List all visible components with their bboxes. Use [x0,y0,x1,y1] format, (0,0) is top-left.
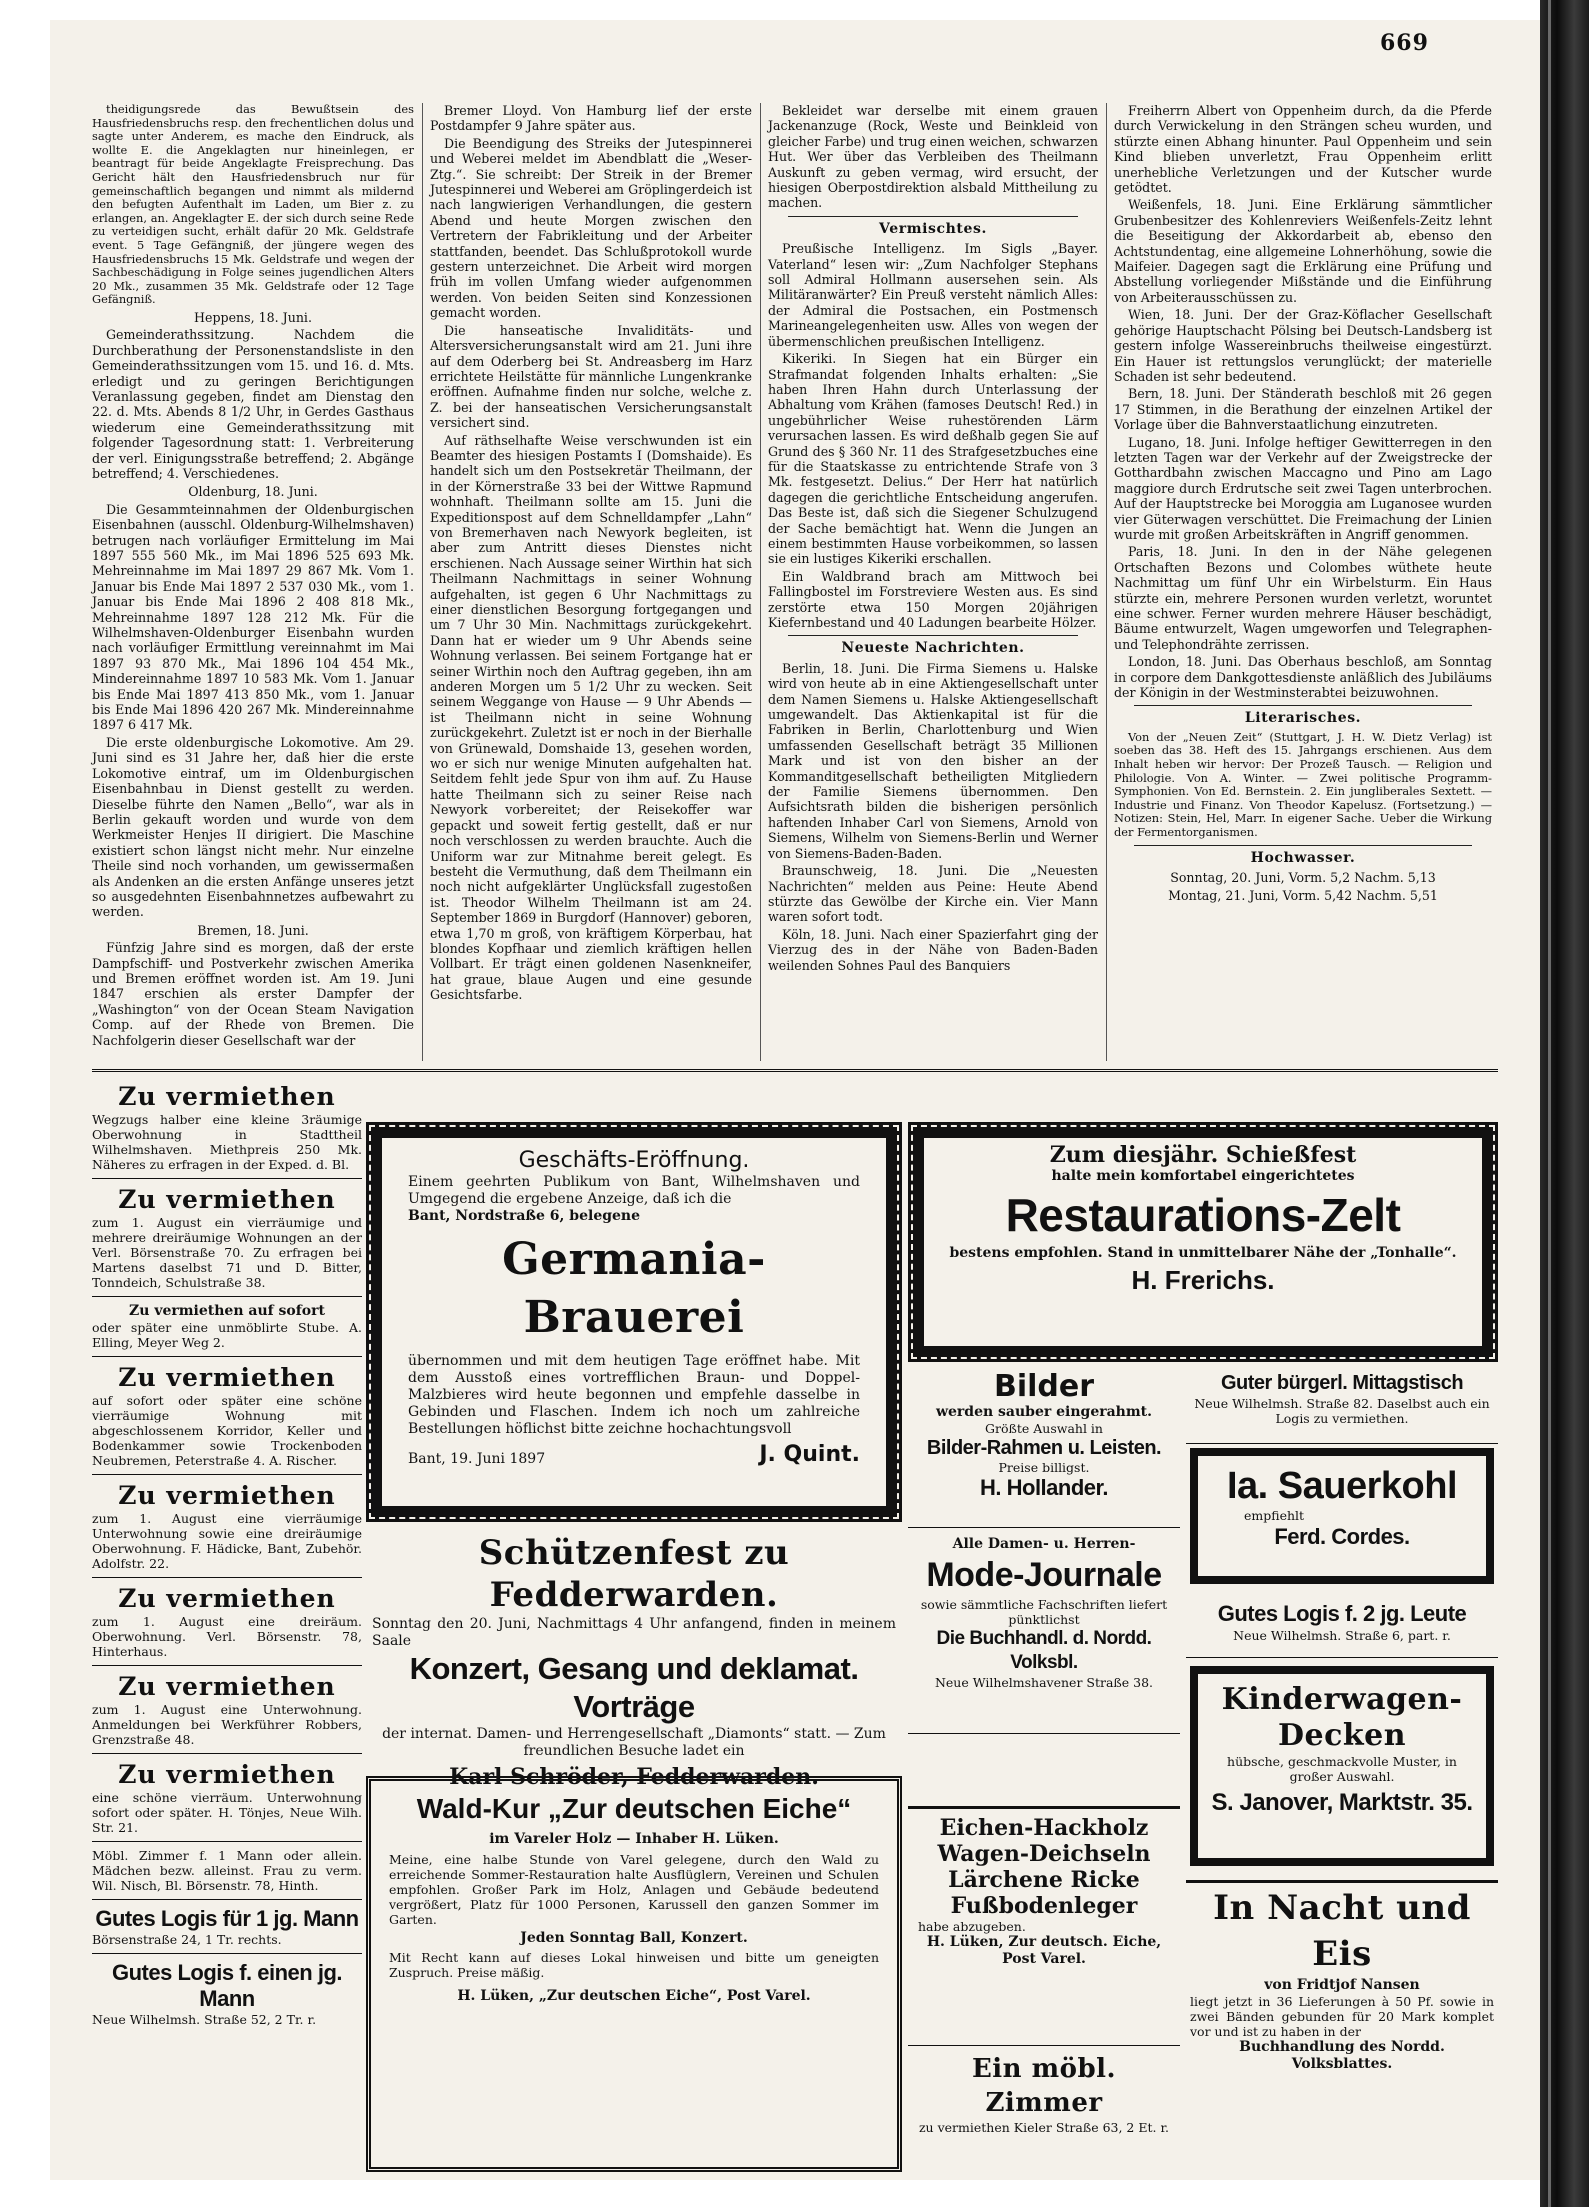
ad-title: Zu vermiethen [118,1082,336,1111]
ad-logis [1186,1598,1498,1658]
ad-title: Zu vermiethen [118,1584,336,1613]
classified-ad [92,1183,362,1292]
section-heading: Literarisches. [1244,710,1362,727]
article-text: theidigungsrede das Bewußtsein des Hausfriedensbruchs resp. den frechentlichen dolus und sagte unter Anderem, es mache den Eindruck, als wollte E. die Angeklagten nur hineinlegen, er beantragt für beide Angeklagte Freisprechung. Das Gericht hält den Hausfriedensbruch nur für gemeinschaftlich begangen und nimmt als mildernd den befugten Aufenthalt im Laden, um Bier z. zu erlangen, an. Angeklagter E. der sich durch seine Rede zu verteidigen sucht, erhält dafür 20 Mk. Geldstrafe event. 5 Tage Gefängniß, der jüngere wegen des Hausfriedensbruchs 15 Mk. Geldstrafe und wegen der Sachbeschädigung in Folge seines jugendlichen Alters 20 Mk., zusammen 35 Mk. Geldstrafe oder 12 Tage Gefängniß. [92,102,415,307]
ad-text: zum 1. August ein vierräumige und mehrere dreiräumige Wohnungen an der Verl. Börsenstraße 70. Zu erfragen bei Martens daselbst 71 und D. Bitter, Tonndeich, Schulstraße 38. [92,1215,362,1290]
ad-highlight: Jeden Sonntag Ball, Konzert. [520,1930,748,1946]
column-divider [1106,103,1107,1061]
ad-text: der internat. Damen- und Herrengesellschaft „Diamonts“ statt. — Zum freundlichen Besuche ladet ein [382,1726,886,1759]
ad-big-text: Kinderwagen- [1221,1682,1463,1717]
ad-brand-name: Germania-Brauerei [502,1234,766,1343]
ad-heading: Gutes Logis f. 2 jg. Leute [1217,1601,1467,1626]
ad-title: Zu vermiethen [118,1185,336,1214]
ad-text: von Fridtjof Nansen [1264,1977,1420,1993]
article-text: Paris, 18. Juni. In den in der Nähe gelegenen Ortschaften Bezons und Colombes wüthete heute Nachmittag um fünf Uhr ein Wirbelsturm. Ein Haus stürzte ein, mehrere Personen wurden verletzt, woruntet eine schwer. Ferner wurden mehrere Häuser beschädigt, Bäume entwurzelt, Wagen umgeworfen und Telegraphen- und Telephondrähte zerrissen. [1114,544,1492,652]
ad-big-text: Ein möbl. Zimmer [971,2054,1117,2118]
ad-title: Zu vermiethen [118,1363,336,1392]
ad-signature: S. Janover, Marktstr. 35. [1211,1789,1473,1816]
section-rule [1134,845,1472,846]
ad-text: zu vermiethen Kieler Straße 63, 2 Et. r. [918,2120,1170,2135]
ads-separator [92,1069,1498,1072]
ad-signature: Karl Schröder, Fedderwarden. [449,1764,819,1790]
classified-ad [92,1080,362,1174]
section-heading: Hochwasser. [1250,849,1356,866]
column-2 [430,103,752,1061]
ad-text: übernommen und mit dem heutigen Tage eröffnet habe. Mit dem Ausstoß eines vortrefflichen Braun- und Doppel-Malzbieres wird heute begonnen und empfehle dasselbe in Gebinden und Flaschen. Indem ich noch um zahlreiche Bestellungen höflichst bitte zeichne hochachtungsvoll [408,1353,860,1437]
ad-title: Gutes Logis für 1 jg. Mann [95,1906,359,1931]
ad-text: Neue Wilhelmshavener Straße 38. [934,1675,1154,1690]
ad-text: Die Buchhandl. d. Nordd. Volksbl. [936,1628,1152,1673]
ad-text: Neue Wilhelmsh. Straße 6, part. r. [1233,1628,1451,1643]
ad-text: Mit Recht kann auf dieses Lokal hinweisen und bitte um geneigten Zuspruch. Preise mäßig. [389,1950,879,1980]
ad-text: Neue Wilhelmsh. Straße 52, 2 Tr. r. [92,2012,317,2027]
ad-text: eine schöne vierräum. Unterwohnung sofort oder später. H. Tönjes, Neue Wilh. Str. 21. [92,1790,362,1835]
section-rule [788,635,1078,636]
ad-title: Zu vermiethen [118,1481,336,1510]
article-text: Lugano, 18. Juni. Infolge heftiger Gewitterregen in den letzten Tagen war der Verkehr auf der Zweigstrecke der Gotthardbahn zwischen Maccagno und Pino am Lago maggiore durch Erdrutsche seit zwei Tagen unterbrochen. Auf der Hauptstrecke bei Moroggia am Luganosee wurden vier Güterwagen verschüttet. Die Freimachung der Linien wurde mit großen Arbeitskräften in Angriff genommen. [1114,434,1492,542]
section-heading: Vermischtes. [879,220,987,237]
ad-moebl-zimmer [908,2050,1180,2135]
tide-line: Sonntag, 20. Juni, Vorm. 5,2 Nachm. 5,13 [1170,870,1436,885]
ad-address: Bant, Nordstraße 6, belegene [408,1208,641,1224]
ad-text: werden sauber eingerahmt. [935,1404,1153,1420]
ad-kinderwagen-decken [1190,1666,1494,1866]
ad-text: halte mein komfortabel eingerichtetes [1051,1168,1355,1184]
section-heading: Neueste Nachrichten. [841,640,1025,657]
article-text: Freiherrn Albert von Oppenheim durch, da die Pferde durch Verwickelung in den Strängen scheu wurden, und stürzte einen Abhang hinunter. Paul Oppenheim und sein Kind blieben unverletzt, Frau Oppenheim erlitt unerhebliche Verletzungen und der Kutscher wurde getödtet. [1114,103,1492,196]
article-text: Von der „Neuen Zeit“ (Stuttgart, J. H. W. Dietz Verlag) ist soeben das 38. Heft des 15. Jahrgangs erschienen. Aus dem Inhalt heben wir hervor: Der Prozeß Tausch. — Religion und Philologie. Von A. Winter. — Zwei politische Programm-Symphonien. Von Ed. Bernstein. 2. Ein jungliberales Sextett. — Industrie und Finanz. Von Theodor Kapelusz. (Fortsetzung.) — Notizen: Stein, Hel, Marr. In eigener Sache. Ueber die Wirkung der Fermentorganismen. [1114,729,1492,839]
ad-signature: H. Hollander. [980,1475,1108,1500]
ad-title: Zu vermiethen [118,1760,336,1789]
ad-text: hübsche, geschmackvolle Muster, in großer Auswahl. [1227,1754,1457,1784]
ad-text: Fußbodenleger [950,1893,1138,1919]
ad-big-text: Decken [1277,1718,1407,1753]
ad-text: zum 1. August eine dreiräum. Oberwohnung. Verl. Börsenstr. 78, Hinterhaus. [92,1614,362,1659]
ad-text: zum 1. August eine Unterwohnung. Anmeldungen bei Werkführer Robbers, Grenzstraße 48. [92,1702,362,1747]
article-text: Kikeriki. In Siegen hat ein Bürger ein Strafmandat folgenden Inhalts erhalten: „Sie haben Ihren Hahn durch Unterlassung der Abhaltung vom Krähen (famoses Deutsch! Red.) in ungebührlicher Weise ruhestörenden Lärm verursachen lassen. Es wird deßhalb gegen Sie auf Grund des § 360 Nr. 11 des Strafgesetzbuches eine für die Staatskasse zu entrichtende Strafe von 3 Mk. festgesetzt. Delius.“ Der Herr hat natürlich dagegen die gerichtliche Entscheidung angerufen. Das Beste ist, daß sich die Siegener Schulzugend der Sache bemächtigt hat. Wenn die Jungen an einem bestimmten Hause vorbeikommen, so lassen sie ein lustiges Kikeriki erschallen. [768,351,1098,567]
article-text: Fünfzig Jahre sind es morgen, daß der erste Dampfschiff- und Postverkehr zwischen Amerika und Bremen eröffnet worden ist. Am 19. Juni 1847 erschien als erster Dampfer der „Washington“ von der Ocean Steam Navigation Comp. auf der Rhede von Bremen. Die Nachfolgerin dieser Gesellschaft war der [92,940,414,1048]
ad-text: Eichen-Hackholz [939,1815,1149,1841]
classified-ad [92,1670,362,1749]
ad-big-text: Konzert, Gesang und deklamat. Vorträge [409,1651,859,1724]
article-text: Bern, 18. Juni. Der Ständerath beschloß mit 26 gegen 17 Stimmen, in die Berathung der einzelnen Artikel der Vorlage über die Bahnverstaatlichung einzutreten. [1114,386,1492,433]
ad-text: Einem geehrten Publikum von Bant, Wilhelmshaven und Umgegend die ergebene Anzeige, daß ich die [408,1174,860,1207]
section-rule [1134,705,1472,706]
dateline: Oldenburg, 18. Juni. [188,484,318,500]
ad-restaurations-zelt [908,1122,1498,1362]
ad-nansen [1186,1880,1498,2140]
column-4 [1114,103,1492,1061]
article-text: Die Beendigung des Streiks der Jutespinnerei und Weberei meldet im Abendblatt die „Weser-Ztg.“. Sie schreibt: Der Streik in der Bremer Jutespinnerei und Weberei am Gröplingerdeich ist nach langwierigen Verhandlungen, die gestern Abend und heute Morgen zwischen den Vertretern der Fabrikleitung und der Arbeiter stattfanden, beendet. Das Schlußprotokoll wurde gestern unterzeichnet. Die Arbeit wird morgen früh im vollen Umfang wieder aufgenommen werden. Von beiden Seiten sind Konzessionen gemacht worden. [430,135,752,321]
article-text: Gemeinderathssitzung. Nachdem die Durchberathung der Personenstandsliste in den Gemeinderathssitzungen vom 15. und 16. d. Mts. erledigt und zu geringen Berichtigungen Veranlassung gegeben, findet am Dienstag den 22. d. Mts. Abends 8 1/2 Uhr, in Gerdes Gasthaus wiederum eine Gemeinderathssitzung mit folgender Tagesordnung statt: 1. Verbreiterung der verl. Einigungsstraße betreffend; 2. Abgänge betreffend; 4. Verschiedenes. [92,327,414,481]
ad-mode-journale [908,1534,1180,1734]
ad-heading: Guter bürgerl. Mittagstisch [1220,1372,1464,1394]
ad-text: Alle Damen- u. Herren- [952,1536,1136,1552]
ad-big-text: Restaurations-Zelt [1005,1189,1401,1241]
classified-ad [92,1758,362,1837]
ad-germania-brauerei [366,1122,902,1522]
article-text: Wien, 18. Juni. Der der Graz-Köflacher Gesellschaft gehörige Hauptschacht Pölsing bei Deutsch-Landsberg ist gestern infolge Wassereinbruchs theilweise eingestürzt. Ein Hauer ist rettungslos verunglückt; der materielle Schaden ist sehr bedeutend. [1114,307,1492,384]
ad-text: Börsenstraße 24, 1 Tr. rechts. [92,1932,282,1947]
ad-text: Wagen-Deichseln [937,1841,1151,1867]
ad-text: Meine, eine halbe Stunde von Varel gelegene, durch den Wald zu erreichende Sommer-Restauration halte Ausflüglern, Vereinen und Schulen empfohlen. Großer Park im Holz, Anlagen und Gebäude bedeutend vergrößert, Platz für 1000 Personen, Karussell den ganzen Sommer im Garten. [389,1852,879,1927]
article-text: Braunschweig, 18. Juni. Die „Neuesten Nachrichten“ melden aus Peine: Heute Abend stürzte das Gewölbe der Kirche ein. Vier Mann waren sofort todt. [768,863,1098,925]
ad-text: habe abzugeben. [918,1919,1026,1934]
ad-text: Möbl. Zimmer f. 1 Mann oder allein. Mädchen bezw. alleinst. Frau zu verm. Wil. Nisch, Bl. Börsenstr. 78, Hinth. [92,1848,362,1893]
ad-text: liegt jetzt in 36 Lieferungen à 50 Pf. sowie in zwei Bänden gebunden für 20 Mark komplet vor und ist zu haben in der [1190,1994,1494,2039]
ad-signature: H. Lüken, Zur deutsch. Eiche, Post Varel. [926,1934,1162,1967]
article-text: Bekleidet war derselbe mit einem grauen Jackenanzuge (Rock, Weste und Beinkleid von gleicher Farbe) und trug einen weichen, schwarzen Hut. Wer über das Verbleiben des Theilmann Auskunft zu geben vermag, wird ersucht, der hiesigen Oberpostdirektion alsbald Mittheilung zu machen. [768,103,1098,211]
ad-date: Bant, 19. Juni 1897 [408,1451,546,1467]
article-text: London, 18. Juni. Das Oberhaus beschloß, am Sonntag in corpore dem Dankgottesdienste anläßlich des Jubiläums der Königin in der Westminsterabtei beizuwohnen. [1114,654,1492,701]
article-text: Auf räthselhafte Weise verschwunden ist ein Beamter des hiesigen Postamts I (Domshaide). Es handelt sich um den Postsekretär Theilmann, der in der Körnerstraße 33 bei der Wittwe Rapmund wohnhaft. Theilmann sollte am 15. Juni die Expeditionspost auf dem Schnelldampfer „Lahn“ von Bremerhaven nach Newyork begleiten, ist aber zum Antritt dieses Dienstes nicht erschienen. Nach Aussage seiner Wirthin hat sich Theilmann Nachmittags in seiner Wohnung aufgehalten, ist gegen 6 Uhr Nachmittags zu einer dienstlichen Besorgung fortgegangen und um 7 Uhr 30 Min. Nachmittags zurückgekehrt. Dann hat er wieder um 9 Uhr Abends seine Wohnung verlassen. Bei seinem Fortgange hat er seiner Wirthin noch den Auftrag gegeben, ihn am anderen Morgen um 5 1/2 Uhr zu wecken. Seit seinem Weggange von Hause — 9 Uhr Abends — ist Theilmann nicht in seine Wohnung zurückgekehrt. Zuletzt ist er noch in der Bierhalle von Grünewald, Domshaide 13, gesehen worden, wo er sich nur wenige Minuten aufgehalten hat. Seitdem fehlt jede Spur von ihm auf. Zu Hause hatte Theilmann sich zu seiner Reise nach Newyork vorbereitet; der Reisekoffer war gepackt und soweit fertig gestellt, daß er nur noch verschlossen zu werden brauchte. Auch die Uniform war zur Mitnahme bereit gelegt. Es besteht die Vermuthung, daß dem Theilmann ein noch nicht aufgeklärter Unglücksfall zugestoßen ist. Theodor Wilhelm Theilmann ist am 24. September 1869 in Burgdorf (Hannover) geboren, etwa 1,70 m groß, von kräftigem Körperbau, hat blondes Kopfhaar und ziemlich kräftigen hellen Vollbart. Er trägt einen goldenen Nasenkneifer, hat graue, blaue Augen und eine gesunde Gesichtsfarbe. [430,432,752,1003]
ad-title: Zu vermiethen [118,1672,336,1701]
ad-text: bestens empfohlen. Stand in unmittelbarer Nähe der „Tonhalle“. [949,1245,1457,1261]
ad-mittagstisch [1186,1368,1498,1444]
ad-big-text: Ia. Sauerkohl [1226,1465,1458,1507]
article-text: Köln, 18. Juni. Nach einer Spazierfahrt ging der Vierzug des in der Nähe von Baden-Baden weilenden Sohnes Paul des Banquiers [768,926,1098,973]
classified-ad [92,1582,362,1661]
book-spine-edge [1540,0,1589,2207]
ad-heading: Wald-Kur „Zur deutschen Eiche“ [416,1793,852,1824]
classified-ad [92,1301,362,1352]
ad-text: zum 1. August eine vierräumige Unterwohnung sowie eine dreiräumige Oberwohnung. F. Hädicke, Bant, Zubehör. Adolfstr. 22. [92,1511,362,1571]
ad-text: oder später eine unmöblirte Stube. A. Elling, Meyer Weg 2. [92,1320,362,1350]
ad-text: sowie sämmtliche Fachschriften liefert pünktlichst [920,1597,1168,1627]
ad-sauerkohl [1190,1448,1494,1584]
ad-text: Größte Auswahl in [985,1421,1103,1436]
dateline: Bremen, 18. Juni. [197,922,309,938]
ad-text: auf sofort oder später eine schöne vierräumige Wohnung mit abgeschlossenem Korridor, Keller und Bodenkammer sowie Trockenboden Neubremen, Peterstraße 4. A. Rischer. [92,1393,362,1468]
ad-title: Zu vermiethen auf sofort [129,1303,325,1319]
ad-signature: J. Quint. [759,1442,860,1467]
column-divider [760,103,761,1061]
ad-heading: Zum diesjähr. Schießfest [1049,1142,1357,1168]
ad-hackholz [908,1806,1180,2046]
ad-bilder [908,1368,1180,1528]
ad-subheading: im Vareler Holz — Inhaber H. Lüken. [489,1831,779,1847]
ad-heading: Schützenfest zu Fedderwarden. [478,1533,790,1615]
article-text: Die hanseatische Invaliditäts- und Altersversicherungsanstalt wird am 21. Juni ihre auf dem Oderberg bei St. Andreasberg im Harz errichtete Heilstätte für männliche Lungenkranke eröffnen. Aufnahme finden nur solche, welche z. Z. bei der hanseatischen Versicherungsanstalt versichert sind. [430,322,752,431]
classified-ad [92,1479,362,1573]
article-text: Die Gesammteinnahmen der Oldenburgischen Eisenbahnen (ausschl. Oldenburg-Wilhelmshaven) betrugen nach vorläufiger Ermittelung im Mai 1897 555 560 Mk., im Mai 1896 525 693 Mk. Mehreinnahme im Mai 1897 29 867 Mk. Vom 1. Januar bis Ende Mai 1897 2 537 030 Mk., vom 1. Januar bis Ende Mai 1896 2 408 818 Mk., Mehreinnahme 1897 128 212 Mk. Für die Wilhelmshaven-Oldenburger Eisenbahn wurden nach vorläufiger Ermittlung vereinnahmt im Mai 1897 93 870 Mk., Mai 1896 104 454 Mk., Mindereinnahme 1897 10 583 Mk. Vom 1. Januar bis Ende Mai 1897 413 850 Mk., vom 1. Januar bis Ende Mai 1896 420 267 Mk. Mindereinnahme 1897 6 417 Mk. [92,501,414,733]
dateline: Heppens, 18. Juni. [194,309,312,325]
article-text: Preußische Intelligenz. Im Sigls „Bayer. Vaterland“ lesen wir: „Zum Nachfolger Stephans soll Admiral Hollmann ausersehen sein. Als Militäranwärter? Ein Preuß versteht nämlich Alles: der Admiral die Postsachen, ein Postmensch Marineangelegenheiten usw. Alles von wegen der übermenschlichen preußischen Intelligenz. [768,241,1098,349]
ad-text: Neue Wilhelmsh. Straße 82. Daselbst auch ein Logis zu vermiethen. [1194,1396,1490,1426]
ad-signature: Buchhandlung des Nordd. Volksblattes. [1239,2039,1445,2072]
ad-signature: H. Frerichs. [1131,1265,1275,1295]
article-text: Ein Waldbrand brach am Mittwoch bei Fallingbostel im Forstreviere Westen aus. Es sind zerstörte etwa 150 Morgen 20jährigen Kiefernbestand und 40 Ladungen bearbeite Hölzer. [768,568,1098,630]
ad-text: empfiehlt [1244,1508,1305,1523]
column-1 [92,103,414,1061]
classified-ad [92,1904,362,1949]
article-text: Bremer Lloyd. Von Hamburg lief der erste Postdampfer 9 Jahre später aus. [430,103,752,134]
tide-line: Montag, 21. Juni, Vorm. 5,42 Nachm. 5,51 [1168,888,1438,904]
ad-title: Gutes Logis f. einen jg. Mann [111,1960,343,2011]
ad-big-text: Mode-Journale [926,1556,1162,1594]
ad-signature: Ferd. Cordes. [1274,1524,1410,1549]
classified-ad [92,1361,362,1470]
ad-big-text: In Nacht und Eis [1213,1888,1471,1974]
column-divider [422,103,423,1061]
page-number: 669 [1380,30,1429,56]
classified-ad [92,1958,362,2029]
ad-text: Bilder-Rahmen u. Leisten. [926,1437,1162,1459]
ad-heading: Bilder [993,1369,1095,1404]
ad-heading: Geschäfts-Eröffnung. [518,1148,750,1173]
ad-waldkur [366,1776,902,2172]
article-text: Die erste oldenburgische Lokomotive. Am 29. Juni sind es 31 Jahre her, daß hier die erste Lokomotive eintraf, um im Oldenburgischen Eisenbahnbau in Dienst gestellt zu werden. Dieselbe führte den Namen „Bello“, war als in Berlin gekauft worden und wurde von dem Werkmeister Henjes II dirigiert. Die Maschine existiert schon längst nicht mehr. Nur einzelne Theile sind noch vorhanden, um gewissermaßen als Andenken an die ersten Anfänge unseres jetzt so ausgedehnten Eisenbahnnetzes aufbewahrt zu werden. [92,734,414,920]
ad-text: Sonntag den 20. Juni, Nachmittags 4 Uhr anfangend, finden in meinem Saale [372,1616,896,1649]
column-3 [768,103,1098,1061]
ad-text: Wegzugs halber eine kleine 3räumige Oberwohnung in Stadttheil Wilhelmshaven. Miethpreis 250 Mk. Näheres zu erfragen in der Exped. d. Bl. [92,1112,362,1172]
ad-signature: H. Lüken, „Zur deutschen Eiche“, Post Varel. [457,1988,811,2004]
classified-column [92,1080,362,2170]
section-rule [788,216,1078,217]
article-text: Weißenfels, 18. Juni. Eine Erklärung sämmtlicher Grubenbesitzer des Kohlenreviers Weißenfels-Zeitz lehnt die Beseitigung der Akkordarbeit ab, ebenso den Achtstundentag, eine allgemeine Lohnerhöhung, sowie die Maifeier. Dagegen sagt die Erklärung eine Prüfung und Abstellung vorliegender Mißstände und die Einführung von Arbeiterausschüssen zu. [1114,197,1492,305]
article-text: Berlin, 18. Juni. Die Firma Siemens u. Halske wird von heute ab in eine Aktiengesellschaft unter dem Namen Siemens u. Halske Aktiengesellschaft umgewandelt. Das Aktienkapital ist für die Fabriken in Berlin, Charlottenburg und Wien umfassenden Gesellschaft beträgt 35 Millionen Mark und ist von den bisher an der Kommanditgesellschaft betheiligten Mitgliedern der Familie Siemens übernommen. Den Aufsichtsrath bilden die bisherigen persönlich haftenden Inhaber Carl von Siemens, Arnold von Siemens, Wilhelm von Siemens-Berlin und Werner von Siemens-Baden-Baden. [768,660,1098,861]
classified-ad [92,1846,362,1895]
ad-text: Lärchene Ricke [948,1867,1140,1893]
ad-text: Preise billigst. [998,1460,1090,1475]
ad-schuetzenfest [366,1528,902,1790]
